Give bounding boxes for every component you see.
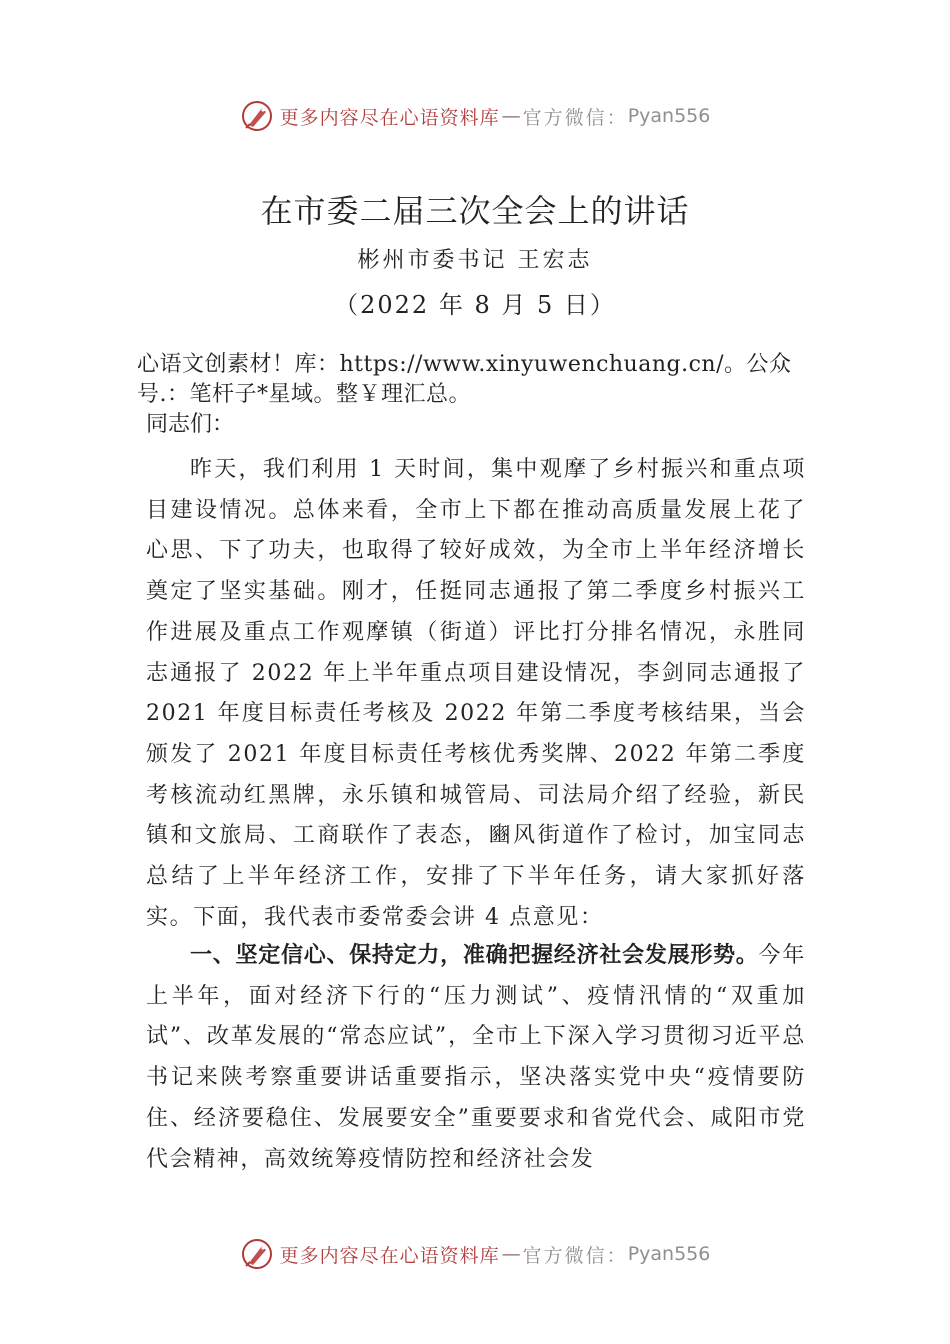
document-title: 在市委二届三次全会上的讲话 [260, 192, 690, 230]
salutation: 同志们： [146, 412, 235, 437]
pen-nib-logo-icon [240, 99, 274, 133]
wechat-id: Pyan556 [627, 1243, 711, 1265]
source-note: 心语文创素材！库：https://www.xinyuwenchuang.cn/。公众号.：笔杆子*星域。整￥理汇总。 [137, 352, 792, 407]
wechat-label: 官方微信： [522, 106, 628, 129]
pen-nib-logo-icon [240, 1237, 274, 1271]
section-1-heading: 一、坚定信心、保持定力，准确把握经济社会发展形势。 [190, 943, 759, 968]
banner-slogan: 更多内容尽在心语资料库 [279, 106, 500, 129]
footer-banner [0, 1234, 950, 1274]
paragraph-section-1 [146, 936, 806, 1180]
header-banner [0, 96, 950, 136]
document-byline: 彬州市委书记 王宏志 [357, 248, 593, 273]
wechat-id: Pyan556 [627, 105, 711, 127]
section-1-text: 今年上半年，面对经济下行的“压力测试”、疫情汛情的“双重加试”、改革发展的“常态应试”，全市上下深入学习贯彻习近平总书记来陕考察重要讲话重要指示，坚决落实党中央“疫情要防住、经济要稳住、发展要安全”重要要求和省党代会、咸阳市党代会精神，高效统筹疫情防控和经济社会发 [146, 943, 806, 1172]
banner-slogan: 更多内容尽在心语资料库 [279, 1244, 500, 1267]
paragraph-intro: 昨天，我们利用 1 天时间，集中观摩了乡村振兴和重点项目建设情况。总体来看，全市上下都在推动高质量发展上花了心思、下了功夫，也取得了较好成效，为全市上半年经济增长奠定了坚实基础。刚才，任挺同志通报了第二季度乡村振兴工作进展及重点工作观摩镇（街道）评比打分排名情况，永胜同志通报了 2022 年上半年重点项目建设情况，李剑同志通报了 2021 年度目标责任考核及 2022 年第二季度考核结果，当会颁发了 2021 年度目标责任考核优秀奖牌、2022 年第二季度考核流动红黑牌，永乐镇和城管局、司法局介绍了经验，新民镇和文旅局、工商联作了表态，豳风街道作了检讨，加宝同志总结了上半年经济工作，安排了下半年任务，请大家抓好落实。下面，我代表市委常委会讲 4 点意见： [146, 457, 806, 930]
banner-dash: — [501, 105, 521, 127]
document-date: （2022 年 8 月 5 日） [334, 291, 616, 319]
wechat-label: 官方微信： [522, 1244, 628, 1267]
banner-dash: — [501, 1243, 521, 1265]
